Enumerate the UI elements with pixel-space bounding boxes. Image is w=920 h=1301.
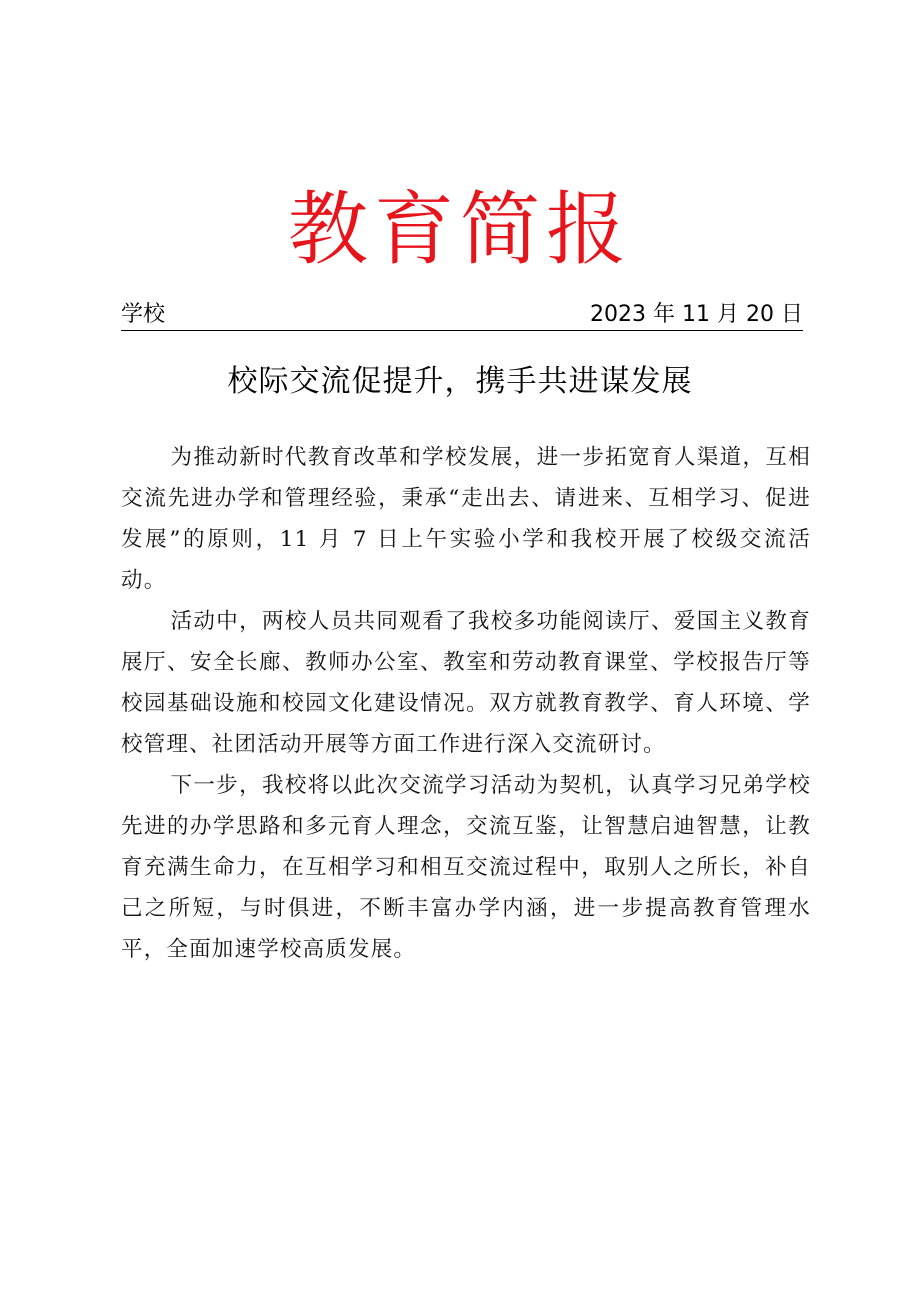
article-body (121, 437, 811, 970)
paragraph-2: 活动中，两校人员共同观看了我校多功能阅读厅、爱国主义教育展厅、安全长廊、教师办公室、教室和劳动教育课堂、学校报告厅等校园基础设施和校园文化建设情况。双方就教育教学、育人环境、学校管理、社团活动开展等方面工作进行深入交流研讨。 (121, 609, 811, 757)
paragraph-3: 下一步，我校将以此次交流学习活动为契机，认真学习兄弟学校先进的办学思路和多元育人理念，交流互鉴，让智慧启迪智慧，让教育充满生命力，在互相学习和相互交流过程中，取别人之所长，补自己之所短，与时俱进，不断丰富办学内涵，进一步提高教育管理水平，全面加速学校高质发展。 (121, 773, 811, 962)
meta-line (121, 300, 803, 331)
school-label: 学校 (121, 302, 166, 327)
paragraph-1: 为推动新时代教育改革和学校发展，进一步拓宽育人渠道，互相交流先进办学和管理经验，秉承“走出去、请进来、互相学习、促进发展”的原则，11 月 7 日上午实验小学和我校开展了校级交流活动。 (121, 445, 811, 593)
article-headline: 校际交流促提升，携手共进谋发展 (227, 364, 693, 399)
masthead-title: 教育简报 (288, 183, 632, 276)
issue-date: 2023 年 11 月 20 日 (590, 302, 803, 327)
